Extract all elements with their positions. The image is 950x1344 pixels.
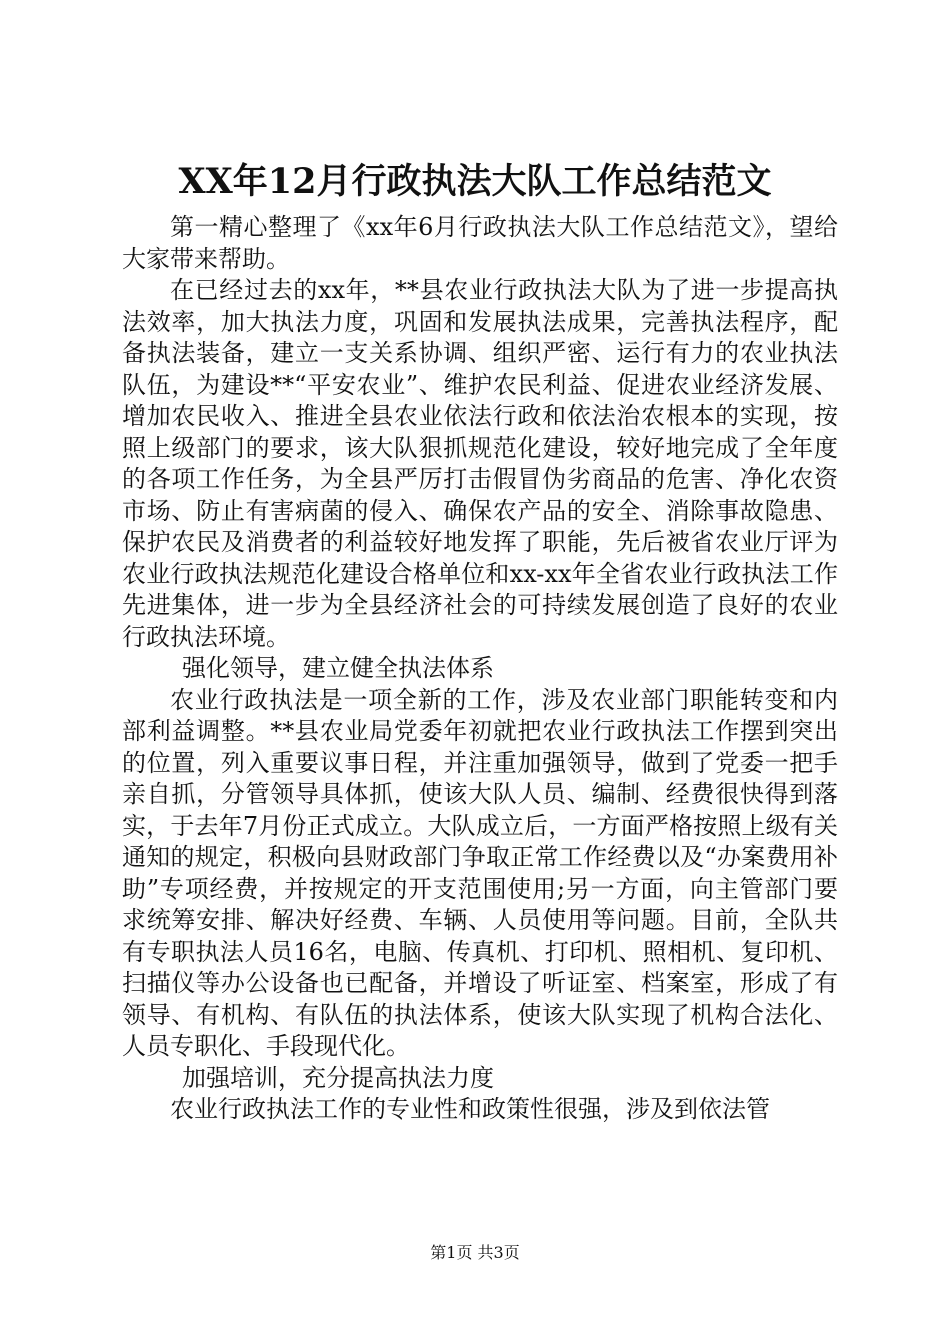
document-title: XX年12月行政执法大队工作总结范文 (178, 161, 772, 202)
training-paragraph: 农业行政执法工作的专业性和政策性很强，涉及到依法管 (170, 1095, 770, 1123)
page-footer: 第1页 共3页 (430, 1243, 520, 1262)
leadership-paragraph: 农业行政执法是一项全新的工作，涉及农业部门职能转变和内部利益调整。**县农业局党委年初就把农业行政执法工作摆到突出的位置，列入重要议事日程，并注重加强领导，做到了党委一把手亲自抓，分管领导具体抓，使该大队人员、编制、经费很快得到落实，于去年7月份正式成立。大队成立后，一方面严格按照上级有关通知的规定，积极向县财政部门争取正常工作经费以及“办案费用补助”专项经费，并按规定的开支范围使用;另一方面，向主管部门要求统筹安排、解决好经费、车辆、人员使用等问题。目前，全队共有专职执法人员16名，电脑、传真机、打印机、照相机、复印机、扫描仪等办公设备也已配备，并增设了听证室、档案室，形成了有领导、有机构、有队伍的执法体系，使该大队实现了机构合法化、人员专职化、手段现代化。 (122, 685, 838, 1060)
section-heading-training: 加强培训，充分提高执法力度 (182, 1063, 494, 1092)
document-body (122, 212, 838, 1126)
overview-paragraph: 在已经过去的xx年，**县农业行政执法大队为了进一步提高执法效率，加大执法力度，巩固和发展执法成果，完善执法程序，配备执法装备，建立一支关系协调、组织严密、运行有力的农业执法队伍，为建设**“平安农业”、维护农民利益、促进农业经济发展、增加农民收入、推进全县农业依法行政和依法治农根本的实现，按照上级部门的要求，该大队狠抓规范化建设，较好地完成了全年度的各项工作任务，为全县严厉打击假冒伪劣商品的危害、净化农资市场、防止有害病菌的侵入、确保农产品的安全、消除事故隐患、保护农民及消费者的利益较好地发挥了职能，先后被省农业厅评为农业行政执法规范化建设合格单位和xx-xx年全省农业行政执法工作先进集体，进一步为全县经济社会的可持续发展创造了良好的农业行政执法环境。 (122, 276, 838, 651)
intro-paragraph: 第一精心整理了《xx年6月行政执法大队工作总结范文》，望给大家带来帮助。 (122, 213, 838, 273)
section-heading-leadership: 强化领导，建立健全执法体系 (182, 654, 494, 682)
